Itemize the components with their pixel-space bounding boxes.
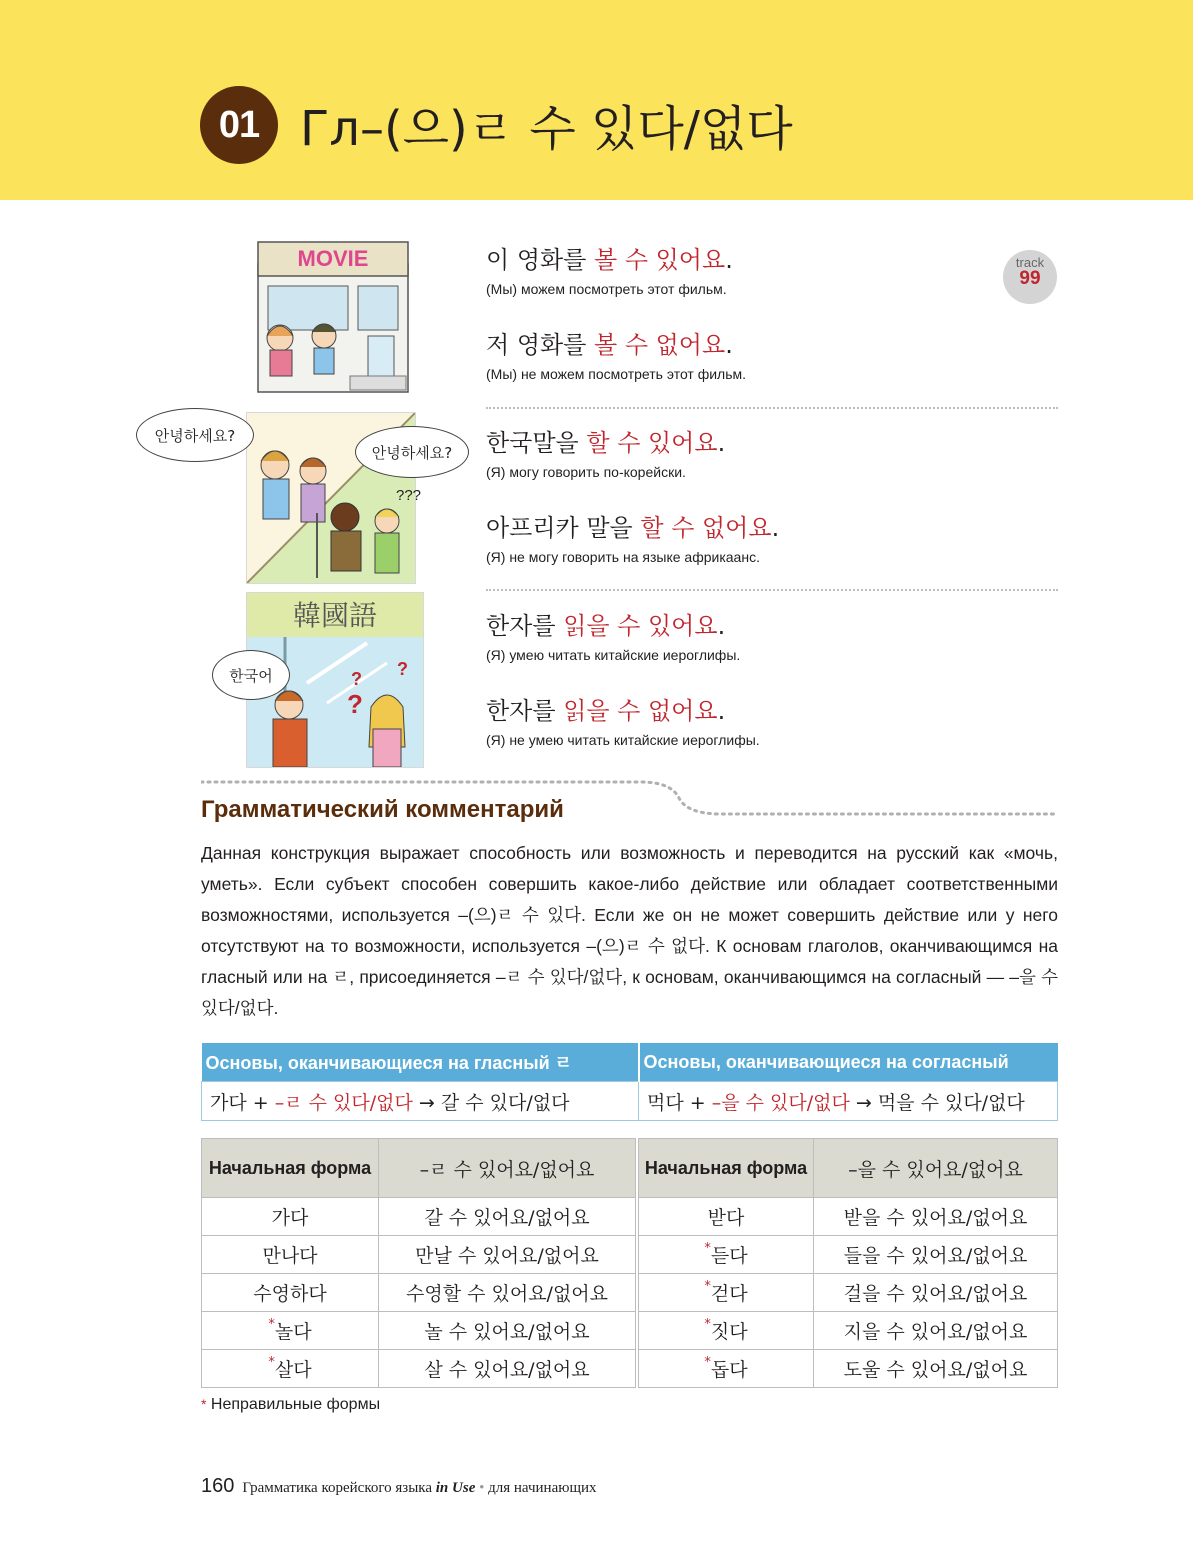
rule-table	[201, 1043, 1058, 1121]
question-marks-text: ???	[396, 487, 422, 504]
example-2: 저 영화를 볼 수 없어요. (Мы) не можем посмотреть этот фильм.	[486, 325, 1058, 382]
table-row	[202, 1236, 1058, 1274]
highlight-phrase: 볼 수 있어요	[594, 246, 726, 274]
footnote: * Неправильные формы	[201, 1396, 381, 1413]
table-row	[202, 1312, 1058, 1350]
rule-cell-consonant: 먹다 + –을 수 있다/없다 → 먹을 수 있다/없다	[639, 1082, 1058, 1121]
example-6: 한자를 읽을 수 없어요. (Я) не умею читать китайские иероглифы.	[486, 691, 1058, 748]
conjugation-table	[201, 1138, 1058, 1388]
dotted-divider	[486, 407, 1058, 409]
base-form-cell: *돕다	[639, 1350, 814, 1388]
book-title: Грамматика корейского языка	[242, 1480, 436, 1496]
conjugated-cell: 만날 수 있어요/없어요	[379, 1236, 636, 1274]
cinema-illustration	[250, 236, 416, 394]
hanja-sign-text: 韓國語	[292, 599, 378, 632]
conjugated-cell: 걸을 수 있어요/없어요	[814, 1274, 1058, 1312]
base-form-cell: *걷다	[639, 1274, 814, 1312]
base-form-cell: *놀다	[202, 1312, 379, 1350]
svg-text:?: ?	[347, 689, 363, 719]
table-row	[202, 1198, 1058, 1236]
header-base-form: Начальная форма	[202, 1139, 379, 1198]
highlight-phrase: 할 수 있어요	[586, 429, 718, 457]
svg-text:?: ?	[397, 659, 408, 679]
base-form-cell: *살다	[202, 1350, 379, 1388]
header-l-form: –ㄹ 수 있어요/없어요	[379, 1139, 636, 1198]
svg-text:?: ?	[351, 669, 362, 689]
speech-bubble-right: 안녕하세요?	[355, 426, 469, 478]
highlight-phrase: 볼 수 없어요	[594, 331, 726, 359]
conjugated-cell: 놀 수 있어요/없어요	[379, 1312, 636, 1350]
header-eul-form: –을 수 있어요/없어요	[814, 1139, 1058, 1198]
translation: (Я) не могу говорить на языке африкаанс.	[486, 549, 760, 565]
translation: (Мы) не можем посмотреть этот фильм.	[486, 366, 747, 382]
movie-sign-text: MOVIE	[297, 246, 369, 271]
lesson-number-badge: 01	[200, 86, 278, 164]
table-row	[202, 1350, 1058, 1388]
example-4: 아프리카 말을 할 수 없어요. (Я) не могу говорить на языке африкаанс.	[486, 508, 1058, 565]
page-number: 160	[201, 1475, 235, 1497]
base-form-cell: *짓다	[639, 1312, 814, 1350]
translation: (Я) не умею читать китайские иероглифы.	[486, 732, 760, 748]
conjugated-cell: 들을 수 있어요/없어요	[814, 1236, 1058, 1274]
translation: (Мы) можем посмотреть этот фильм.	[486, 281, 727, 297]
base-form-cell: 수영하다	[202, 1274, 379, 1312]
conjugated-cell: 갈 수 있어요/없어요	[379, 1198, 636, 1236]
translation: (Я) могу говорить по-корейски.	[486, 464, 686, 480]
conjugated-cell: 수영할 수 있어요/없어요	[379, 1274, 636, 1312]
conjugated-cell: 지을 수 있어요/없어요	[814, 1312, 1058, 1350]
highlight-phrase: 읽을 수 없어요	[563, 697, 718, 725]
example-5: 한자를 읽을 수 있어요. (Я) умею читать китайские иероглифы.	[486, 606, 1058, 663]
conjugated-cell: 받을 수 있어요/없어요	[814, 1198, 1058, 1236]
highlight-phrase: 할 수 없어요	[640, 514, 772, 542]
base-form-cell: 가다	[202, 1198, 379, 1236]
track-label: track	[1015, 255, 1045, 270]
rule-header-vowel: Основы, оканчивающиеся на гласный ㄹ	[202, 1043, 639, 1082]
base-form-cell: *듣다	[639, 1236, 814, 1274]
conjugated-cell: 살 수 있어요/없어요	[379, 1350, 636, 1388]
base-form-cell: 만나다	[202, 1236, 379, 1274]
lesson-title: Гл–(으)ㄹ 수 있다/없다	[300, 101, 793, 157]
speech-bubble-left: 안녕하세요?	[136, 408, 254, 462]
track-number: 99	[1019, 268, 1041, 289]
header-base-form: Начальная форма	[639, 1139, 814, 1198]
table-row	[202, 1274, 1058, 1312]
conjugated-cell: 도울 수 있어요/없어요	[814, 1350, 1058, 1388]
example-1: 이 영화를 볼 수 있어요. (Мы) можем посмотреть этот фильм.	[486, 240, 1058, 297]
base-form-cell: 받다	[639, 1198, 814, 1236]
translation: (Я) умею читать китайские иероглифы.	[486, 647, 741, 663]
rule-cell-vowel: 가다 + –ㄹ 수 있다/없다 → 갈 수 있다/없다	[202, 1082, 639, 1121]
commentary-text: Данная конструкция выражает способность или возможность и переводится на русский как «мочь, уметь». Если субъект способен совершить какое-либо действие или обладает соответственными возможностями, используется –(으)ㄹ 수 있다. Если же он не может совершить действие или у него отсутствуют на то возможности, используется –(으)ㄹ 수 없다. К основам глаголов, оканчивающимся на гласный или на ㄹ, присоединяется –ㄹ 수 있다/없다, к основам, оканчивающимся на согласный — –을 수 있다/없다.	[201, 843, 1058, 1018]
page-footer: 160 Грамматика корейского языка in Use • для начинающих	[201, 1475, 597, 1497]
highlight-phrase: 읽을 수 있어요	[563, 612, 718, 640]
example-3: 한국말을 할 수 있어요. (Я) могу говорить по-корейски.	[486, 423, 1058, 480]
rule-header-consonant: Основы, оканчивающиеся на согласный	[639, 1043, 1058, 1082]
dotted-divider	[486, 589, 1058, 591]
speech-bubble-hanguk: 한국어	[212, 650, 290, 700]
commentary-heading: Грамматический комментарий	[201, 796, 564, 823]
